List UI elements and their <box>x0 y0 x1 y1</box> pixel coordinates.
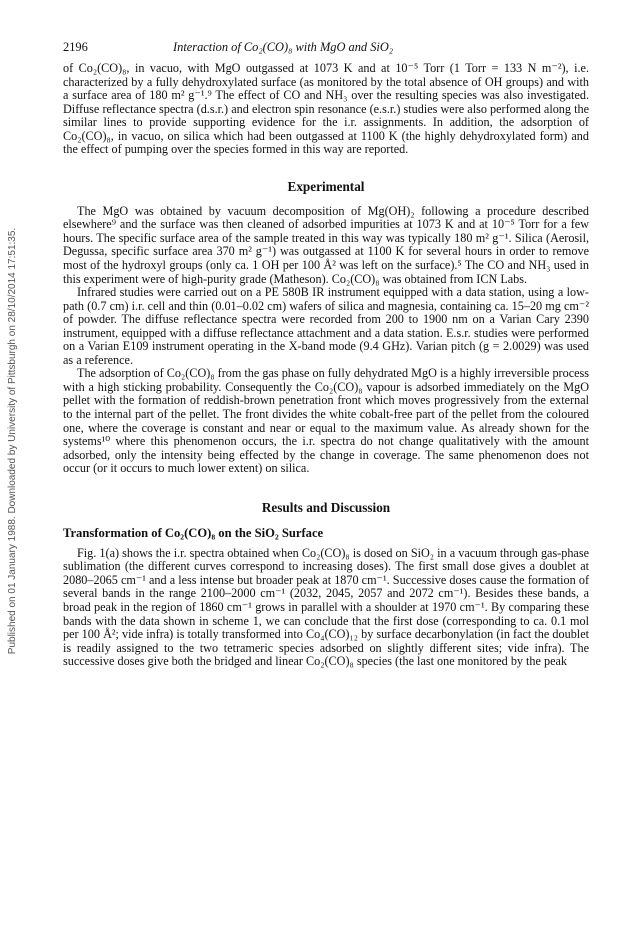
intro-paragraph: of Co₂(CO)₈, in vacuo, with MgO outgassed at 1073 K and at 10⁻⁵ Torr (1 Torr = 133 N m⁻²), i.e. characterized by a fully dehydroxylated surface (as monitored by the total absence of OH groups) and with a surface area of 180 m² g⁻¹.⁹ The effect of CO and NH₃ over the resulting species was also investigated. Diffuse reflectance spectra (d.s.r.) and electron spin resonance (e.s.r.) studies were also performed along the similar lines to provide supporting evidence for the i.r. assignments. In addition, the adsorption of Co₂(CO)₈, in vacuo, on silica which had been outgassed at 1100 K (the highly dehydroxylated form) and the effect of pumping over the species formed in this way are reported. <box>63 61 589 157</box>
experimental-heading: Experimental <box>287 178 365 194</box>
experimental-paragraph-2: Infrared studies were carried out on a PE 580B IR instrument equipped with a data station, using a low-path (0.7 cm) i.r. cell and thin (0.01–0.02 cm) wafers of silica and magnesia, containing ca. 15–20 mg cm⁻² of powder. The diffuse reflectance spectra were recorded from 200 to 1900 nm on a Varian Cary 2390 instrument, equipped with a diffuse reflectance attachment and a data station. E.s.r. studies were performed on a Varian E109 instrument operating in the X-band mode (9.4 GHz). Varian pitch (g = 2.0029) was used as a reference. <box>63 285 589 367</box>
results-subheading: Transformation of Co₂(CO)₈ on the SiO₂ Surface <box>63 525 324 540</box>
page-header <box>63 40 589 62</box>
page-number: 2196 <box>63 40 88 54</box>
running-head: Interaction of Co₂(CO)₈ with MgO and SiO₂ <box>173 40 394 54</box>
paper-page <box>63 40 589 669</box>
results-heading: Results and Discussion <box>261 499 391 515</box>
experimental-paragraph-1: The MgO was obtained by vacuum decomposition of Mg(OH)₂ following a procedure described elsewhere⁹ and the surface was then cleaned of adsorbed impurities at 1073 K and at 10⁻⁵ Torr for a few hours. The specific surface area of the sample treated in this way was typically 180 m² g⁻¹. Silica (Aerosil, Degussa, specific surface area 370 m² g⁻¹) was outgassed at 1100 K for several hours in order to remove most of the hydroxyl groups (only ca. 1 OH per 100 Å² was left on the surface).⁵ The CO and NH₃ used in this experiment were of high-purity grade (Matheson). Co₂(CO)₈ was obtained from ICN Labs. <box>63 203 589 286</box>
experimental-paragraph-3: The adsorption of Co₂(CO)₈ from the gas phase on fully dehydrated MgO is a highly irreversible process with a high sticking probability. Consequently the Co₂(CO)₈ vapour is adsorbed immediately on the MgO pellet with the formation of reddish-brown penetration front which moves progressively from the external to the internal part of the pellet. The front divides the white cobalt-free part of the pellet from the coloured one, where the coverage is constant and near or equal to the maximum value. As already shown for the systems¹⁰ where this phenomenon occurs, the i.r. spectra do not change qualitatively with the amount adsorbed, only the intensity being effected by the change in coverage. The same phenomenon does not occur (or it occurs to much lower extent) on silica. <box>63 366 589 476</box>
results-paragraph: Fig. 1(a) shows the i.r. spectra obtained when Co₂(CO)₈ is dosed on SiO₂ in a vacuum through gas-phase sublimation (the different curves correspond to increasing doses). The first small dose gives a doublet at 2080–2065 cm⁻¹ and a less intense but broader peak at 1870 cm⁻¹. Successive doses cause the formation of several bands in the range 2100–2000 cm⁻¹ (2032, 2045, 2057 and 2072 cm⁻¹). Besides these bands, a broad peak in the region of 1860 cm⁻¹ grows in parallel with a shoulder at 1970 cm⁻¹. By comparing these bands with the data shown in scheme 1, we can conclude that the first dose (corresponding to ca. 0.1 mol per 100 Å²; vide infra) is totally transformed into Co₄(CO)₁₂ by surface decarbonylation (in fact the doublet is readily assigned to the two tetrameric species adsorbed on slightly different sites; vide infra). The successive doses give both the bridged and linear Co₂(CO)₈ species (the last one monitored by the peak <box>63 545 589 669</box>
publication-watermark: Published on 01 January 1988. Downloaded by University of Pittsburgh on 28/10/2014 17:51:35. <box>7 227 18 655</box>
